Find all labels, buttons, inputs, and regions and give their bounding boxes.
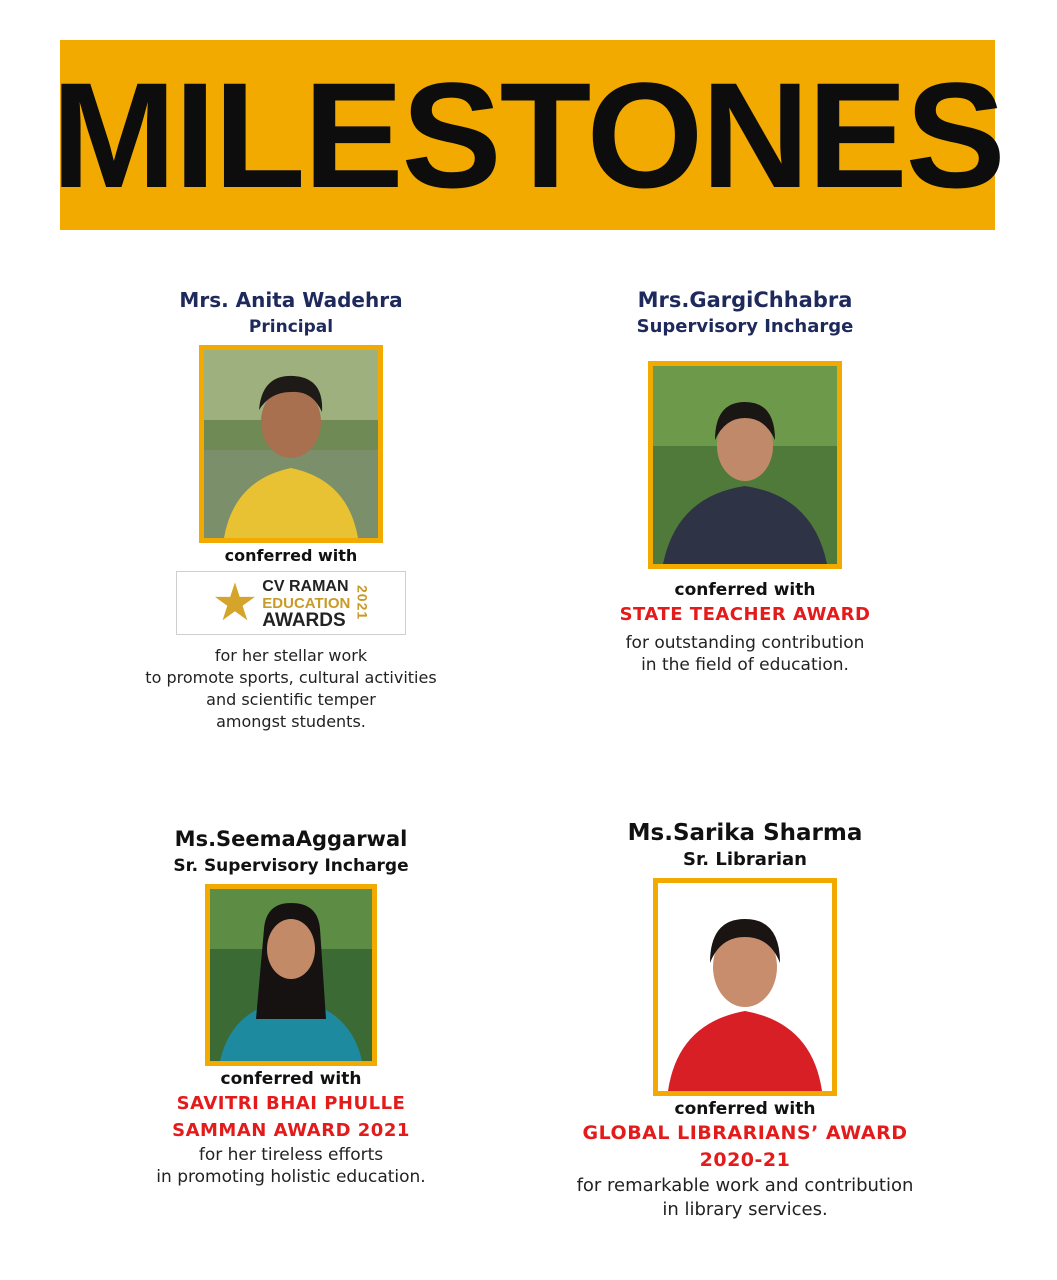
award-name-line1: GLOBAL LIBRARIANS’ AWARD — [582, 1122, 908, 1144]
conferred-label: conferred with — [220, 1069, 362, 1089]
award-description: for her tireless efforts in promoting holistic education. — [156, 1145, 426, 1187]
person-role: Principal — [248, 317, 334, 337]
portrait-photo — [653, 878, 837, 1096]
logo-line1: CV RAMAN — [262, 577, 349, 595]
page-title: MILESTONES — [51, 51, 1004, 219]
cv-raman-awards-logo — [176, 571, 406, 635]
award-name-line2: 2020-21 — [699, 1149, 791, 1171]
person-name: Mrs.GargiChhabra — [637, 288, 853, 312]
logo-line2: EDUCATION — [262, 594, 351, 612]
person-name: Mrs. Anita Wadehra — [179, 288, 403, 312]
award-description: for outstanding contribution in the field of education. — [625, 633, 865, 675]
person-role: Sr. Librarian — [683, 849, 807, 870]
award-name-line1: SAVITRI BHAI PHULLE — [176, 1093, 406, 1114]
card-sarika-sharma — [540, 820, 950, 1222]
award-description: for remarkable work and contribution in library services. — [576, 1175, 914, 1220]
conferred-label: conferred with — [674, 580, 816, 600]
conferred-label: conferred with — [224, 546, 358, 565]
award-name: STATE TEACHER AWARD — [619, 604, 871, 625]
conferred-label: conferred with — [674, 1099, 816, 1119]
person-name: Ms.SeemaAggarwal — [174, 827, 408, 851]
card-anita-wadehra — [130, 287, 452, 733]
award-description: for her stellar work to promote sports, cultural activities and scientific temper amongst students. — [145, 646, 437, 731]
logo-year: 2021 — [354, 585, 371, 621]
star-icon: ★ — [211, 573, 259, 633]
person-role: Supervisory Incharge — [636, 316, 854, 337]
milestones-banner — [51, 40, 1004, 230]
portrait-photo — [648, 361, 842, 569]
card-gargi-chhabra — [585, 287, 905, 676]
card-seema-aggarwal — [130, 826, 452, 1188]
portrait-photo — [199, 345, 383, 543]
person-role: Sr. Supervisory Incharge — [173, 856, 409, 876]
portrait-photo — [205, 884, 377, 1066]
person-name: Ms.Sarika Sharma — [627, 820, 863, 846]
award-name-line2: SAMMAN AWARD 2021 — [172, 1120, 410, 1141]
logo-line3: AWARDS — [262, 609, 346, 631]
